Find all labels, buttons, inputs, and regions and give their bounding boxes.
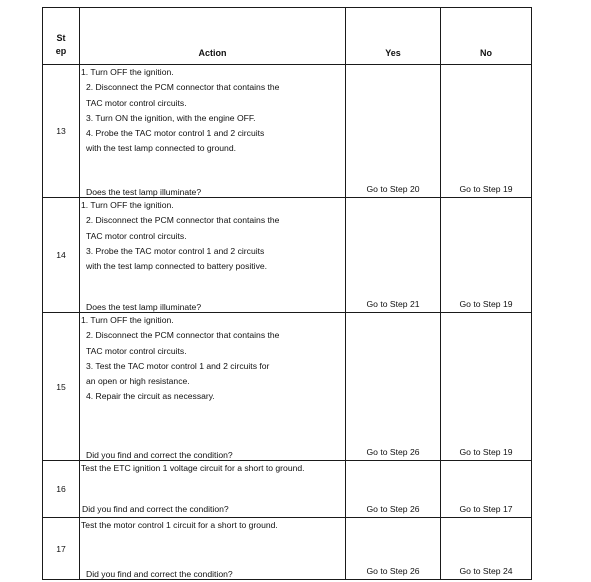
no-result: Go to Step 19 <box>441 313 532 461</box>
action-cell <box>80 518 346 580</box>
action-question: Did you find and correct the condition? <box>82 504 229 514</box>
step-header <box>43 8 80 65</box>
header-row <box>43 8 532 65</box>
action-line: 1. Turn OFF the ignition. <box>81 200 174 210</box>
table-row <box>43 518 532 580</box>
action-line: TAC motor control circuits. <box>86 345 187 356</box>
action-line: 1. Turn OFF the ignition. <box>81 315 174 325</box>
step-number: 14 <box>43 198 80 313</box>
action-line: 3. Probe the TAC motor control 1 and 2 circuits <box>86 245 265 256</box>
yes-result: Go to Step 26 <box>346 461 441 518</box>
yes-result: Go to Step 21 <box>346 198 441 313</box>
action-cell <box>80 313 346 461</box>
action-line: TAC motor control circuits. <box>86 97 187 108</box>
action-line: an open or high resistance. <box>86 376 190 387</box>
no-result: Go to Step 17 <box>441 461 532 518</box>
action-line: Test the motor control 1 circuit for a short to ground. <box>81 520 278 530</box>
step-number: 15 <box>43 313 80 461</box>
yes-result: Go to Step 20 <box>346 65 441 198</box>
step-number: 13 <box>43 65 80 198</box>
action-line: TAC motor control circuits. <box>86 230 187 241</box>
no-result: Go to Step 19 <box>441 198 532 313</box>
action-line: 3. Turn ON the ignition, with the engine OFF. <box>86 112 256 123</box>
action-line: with the test lamp connected to battery positive. <box>86 261 268 272</box>
action-cell <box>80 198 346 313</box>
no-result: Go to Step 24 <box>441 518 532 580</box>
action-line: with the test lamp connected to ground. <box>86 143 237 154</box>
step-header-line2: ep <box>55 46 67 56</box>
action-line: 4. Probe the TAC motor control 1 and 2 circuits <box>86 128 265 139</box>
step-number: 16 <box>43 461 80 518</box>
action-question: Did you find and correct the condition? <box>86 450 233 460</box>
action-line: 2. Disconnect the PCM connector that contains the <box>86 82 280 93</box>
action-question: Does the test lamp illuminate? <box>86 187 202 197</box>
table-row <box>43 461 532 518</box>
action-line: 3. Test the TAC motor control 1 and 2 circuits for <box>86 360 270 371</box>
action-line: 1. Turn OFF the ignition. <box>81 67 174 77</box>
table-row <box>43 198 532 313</box>
diagnostic-table <box>42 7 532 580</box>
action-question: Does the test lamp illuminate? <box>86 302 202 312</box>
table-row <box>43 313 532 461</box>
table-row <box>43 65 532 198</box>
action-line: 4. Repair the circuit as necessary. <box>86 391 215 402</box>
no-header: No <box>441 8 532 65</box>
action-cell <box>80 461 346 518</box>
step-number: 17 <box>43 518 80 580</box>
yes-header: Yes <box>346 8 441 65</box>
action-cell <box>80 65 346 198</box>
step-header-line1: St <box>56 33 66 43</box>
action-question: Did you find and correct the condition? <box>86 569 233 579</box>
action-line: 2. Disconnect the PCM connector that contains the <box>86 330 280 341</box>
yes-result: Go to Step 26 <box>346 518 441 580</box>
action-header: Action <box>80 8 346 65</box>
action-line: 2. Disconnect the PCM connector that contains the <box>86 215 280 226</box>
action-line: Test the ETC ignition 1 voltage circuit for a short to ground. <box>81 463 305 473</box>
yes-result: Go to Step 26 <box>346 313 441 461</box>
no-result: Go to Step 19 <box>441 65 532 198</box>
